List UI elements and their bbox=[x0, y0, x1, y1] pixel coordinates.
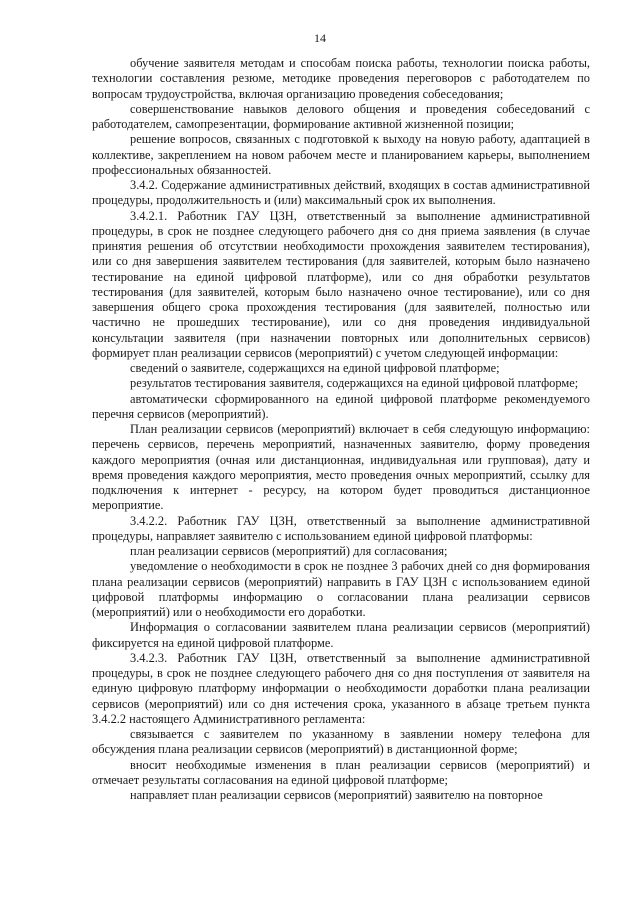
paragraph-make-changes: вносит необходимые изменения в план реализации сервисов (мероприятий) и отмечает результаты согласования на единой цифровой платформе; bbox=[92, 757, 590, 787]
paragraph-section-3-4-2-3: 3.4.2.3. Работник ГАУ ЦЗН, ответственный за выполнение административной процедуры, в срок не позднее следующего рабочего дня со дня поступления от заявителя на единую цифровую платформу информации о необходимости доработки плана реализации сервисов (мероприятий) или со дня истечения срока, указанного в абзаце третьем пункта 3.4.2.2 настоящего Административного регламента: bbox=[92, 650, 590, 726]
paragraph-plan-contents: План реализации сервисов (мероприятий) включает в себя следующую информацию: перечень сервисов, перечень мероприятий, назначенных заявителю, форму проведения каждого мероприятия (очная или дистанционная, индивидуальная или групповая), дату и время проведения каждого мероприятия, место проведения очных мероприятий, ссылку для подключения к интернет - ресурсу, на котором будет проводиться дистанционное мероприятие. bbox=[92, 422, 590, 513]
paragraph-recommended-services: автоматически сформированного на единой цифровой платформе рекомендуемого перечня сервисов (мероприятий). bbox=[92, 391, 590, 421]
page-number: 14 bbox=[314, 31, 326, 45]
paragraph-job-search-training: обучение заявителя методам и способам поиска работы, технологии поиска работы, технологии составления резюме, методике проведения переговоров с работодателем по вопросам трудоустройства, включая организацию проведения собеседования; bbox=[92, 56, 590, 101]
paragraph-job-adaptation: решение вопросов, связанных с подготовкой к выходу на новую работу, адаптацией в коллективе, закреплением на новом рабочем месте и планированием карьеры, выполнением профессиональных обязанностей. bbox=[92, 132, 590, 177]
paragraph-business-communication: совершенствование навыков делового общения и проведения собеседований с работодателем, самопрезентации, формирование активной жизненной позиции; bbox=[92, 101, 590, 131]
paragraph-applicant-info: сведений о заявителе, содержащихся на единой цифровой платформе; bbox=[130, 361, 500, 375]
paragraph-testing-results: результатов тестирования заявителя, содержащихся на единой цифровой платформе; bbox=[130, 376, 579, 391]
paragraph-approval-notice: уведомление о необходимости в срок не позднее 3 рабочих дней со дня формирования плана реализации сервисов (мероприятий) направить в ГАУ ЦЗН с использованием единой цифровой платформы информацию о согласовании плана реализации сервисов (мероприятий) или о необходимости его доработки. bbox=[92, 559, 590, 619]
paragraph-section-3-4-2-1: 3.4.2.1. Работник ГАУ ЦЗН, ответственный за выполнение административной процедуры, в срок не позднее следующего рабочего дня со дня приема заявления (в случае принятия решения об отсутствии необходимости прохождения заявителем тестирования), или со дня завершения заявителем тестирования (для заявителей, которым было назначено тестирование на единой цифровой платформе), или со дня обработки результатов тестирования (для заявителей, которым было назначено очное тестирование), или со дня завершения общего срока прохождения тестирования (для заявителей, полностью или частично не прошедших тестирование), или со дня проведения индивидуальной консультации заявителя (при назначении повторных или дополнительных сервисов) формирует план реализации сервисов (мероприятий) с учетом следующей информации: bbox=[92, 208, 590, 360]
paragraph-contact-applicant: связывается с заявителем по указанному в заявлении номеру телефона для обсуждения плана реализации сервисов (мероприятий) в дистанционной форме; bbox=[92, 727, 590, 757]
paragraph-resend-plan: направляет план реализации сервисов (мероприятий) заявителю на повторное bbox=[130, 788, 543, 802]
document-body bbox=[92, 56, 590, 803]
paragraph-section-3-4-2-2: 3.4.2.2. Работник ГАУ ЦЗН, ответственный за выполнение административной процедуры, направляет заявителю с использованием единой цифровой платформы: bbox=[92, 513, 590, 543]
paragraph-section-3-4-2: 3.4.2. Содержание административных действий, входящих в состав административной процедуры, продолжительность и (или) максимальный срок их выполнения. bbox=[92, 178, 590, 208]
paragraph-approval-recorded: Информация о согласовании заявителем плана реализации сервисов (мероприятий) фиксируется на единой цифровой платформе. bbox=[92, 620, 590, 650]
paragraph-plan-for-approval: план реализации сервисов (мероприятий) для согласования; bbox=[130, 544, 448, 558]
